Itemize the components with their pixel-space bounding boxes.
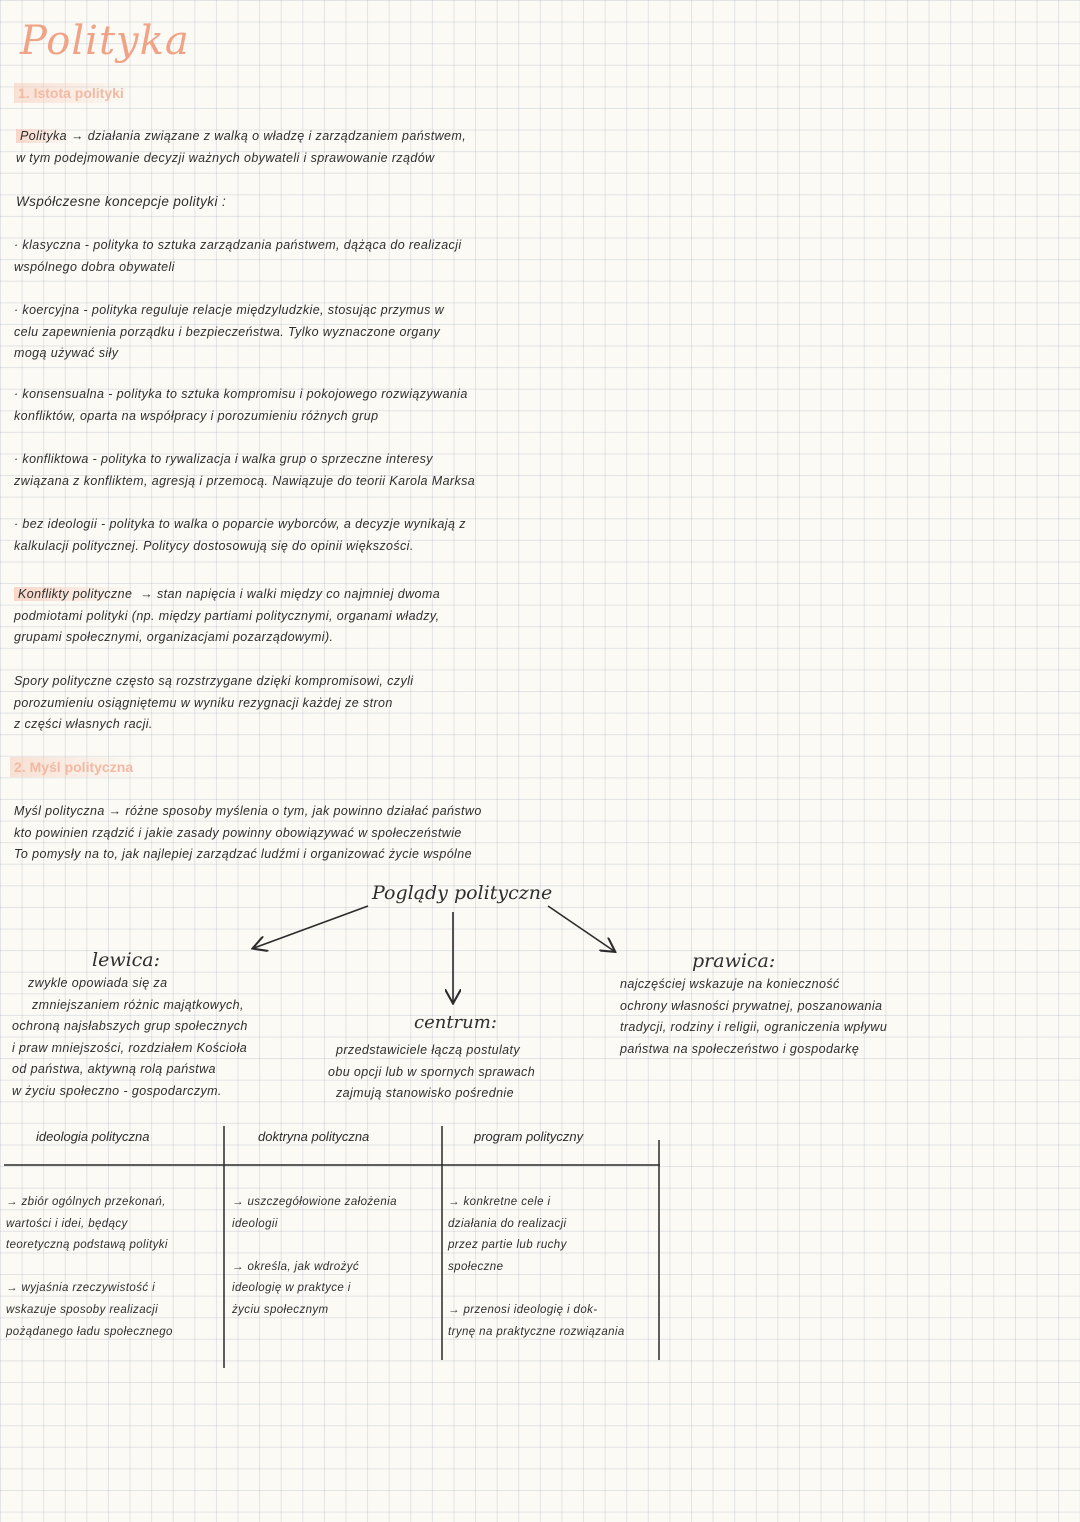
concept-line: związana z konfliktem, agresją i przemocą. Nawiązuje do teorii Karola Marksa [14, 473, 476, 488]
concept-line: · bez ideologii - polityka to walka o poparcie wyborców, a decyzje wynikają z [14, 517, 466, 531]
table-header-ideologia: ideologia polityczna [36, 1129, 150, 1144]
arrow-icon: → [140, 587, 154, 601]
disputes-line: porozumieniu osiągniętemu w wyniku rezygnacji każdej ze stron [14, 695, 393, 710]
disputes-line: z części własnych racji. [14, 717, 153, 732]
center-line: obu opcji lub w spornych sprawach [328, 1064, 536, 1079]
center-label: centrum: [414, 1012, 497, 1033]
table-header-doktryna: doktryna polityczna [258, 1129, 370, 1144]
arrow-icon: → [70, 129, 84, 143]
thought-line: Myśl polityczna → różne sposoby myślenia o tym, jak powinno działać państwo [14, 804, 482, 818]
right-line: najczęściej wskazuje na konieczność [620, 977, 840, 991]
table-col-program [448, 1192, 625, 1343]
table-cell-line: ideologii [232, 1217, 278, 1230]
arrow-right [548, 906, 614, 951]
left-line: zwykle opowiada się za [28, 976, 168, 990]
conflicts-line: podmiotami polityki (np. między partiami politycznymi, organami władzy, [14, 608, 440, 623]
definition-line-2: w tym podejmowanie decyzji ważnych obywateli i sprawowanie rządów [16, 151, 435, 165]
left-description [12, 973, 248, 1103]
disputes-line: Spory polityczne często są rozstrzygane dzięki kompromisowi, czyli [14, 674, 414, 688]
page-title: Polityka [20, 18, 190, 64]
views-title: Poglądy polityczne [372, 882, 553, 904]
right-label: prawica: [692, 950, 776, 972]
conflicts-line: grupami społecznymi, organizacjami pozarządowymi). [14, 630, 334, 645]
concept-line: kalkulacji politycznej. Politycy dostosowują się do opinii większości. [14, 538, 414, 553]
table-cell-line: wartości i idei, będący [6, 1217, 128, 1230]
table-cell-line: teoretyczną podstawą polityki [6, 1239, 168, 1252]
concept-line: · klasyczna - polityka to sztuka zarządzania państwem, dążąca do realizacji [14, 238, 462, 252]
concepts-heading: Współczesne koncepcje polityki : [16, 194, 227, 209]
definition-text: działania związane z walką o władzę i zarządzaniem państwem, [87, 129, 467, 143]
table-cell-line: → uszczegółowione założenia [232, 1196, 397, 1208]
conflicts-text: stan napięcia i walki między co najmniej dwoma [156, 587, 441, 601]
table-cell-line: pożądanego ładu społecznego [6, 1325, 173, 1338]
left-line: i praw mniejszości, rozdziałem Kościoła [12, 1040, 248, 1055]
table-cell-line [448, 1278, 625, 1300]
table-cell-line: wskazuje sposoby realizacji [6, 1303, 159, 1316]
concept-line: celu zapewnienia porządku i bezpieczeństwa. Tylko wyznaczone organy [14, 324, 441, 339]
right-line: tradycji, rodziny i religii, ograniczenia wpływu [620, 1020, 888, 1035]
table-col-doktryna [232, 1192, 397, 1322]
left-label: lewica: [92, 949, 161, 971]
table-cell-line [6, 1257, 173, 1279]
table-col-ideologia [6, 1192, 173, 1343]
conflicts-term: Konflikty polityczne [14, 587, 136, 601]
concept-line: wspólnego dobra obywateli [14, 259, 175, 274]
table-cell-line: trynę na praktyczne rozwiązania [448, 1325, 625, 1338]
center-line: przedstawiciele łączą postulaty [336, 1043, 521, 1057]
right-description [620, 974, 887, 1060]
section-heading-mysl: 2. Myśl polityczna [10, 757, 141, 777]
section-heading-istota: 1. Istota polityki [14, 83, 132, 103]
center-line: zajmują stanowisko pośrednie [336, 1086, 514, 1101]
right-line: ochrony własności prywatnej, poszanowania [620, 998, 883, 1013]
concept-line: · konfliktowa - polityka to rywalizacja i walka grup o sprzeczne interesy [14, 452, 433, 466]
table-cell-line: działania do realizacji [448, 1217, 567, 1230]
left-line: ochroną najsłabszych grup społecznych [12, 1019, 248, 1034]
thought-line: To pomysły na to, jak najlepiej zarządzać ludźmi i organizować życie wspólne [14, 847, 472, 862]
arrow-left [254, 906, 368, 948]
concept-line: · koercyjna - polityka reguluje relacje międzyludzkie, stosując przymus w [14, 303, 445, 317]
table-cell-line: społeczne [448, 1260, 504, 1273]
table-cell-line: → zbiór ogólnych przekonań, [6, 1196, 166, 1208]
table-cell-line [232, 1235, 397, 1257]
table-header-program: program polityczny [474, 1129, 584, 1144]
right-line: państwa na społeczeństwo i gospodarkę [620, 1041, 860, 1056]
table-cell-line: ideologię w praktyce i [232, 1282, 351, 1295]
definition-term: Polityka [16, 129, 71, 143]
left-line: w życiu społeczno - gospodarczym. [12, 1083, 222, 1098]
concept-line: · konsensualna - polityka to sztuka kompromisu i pokojowego rozwiązywania [14, 387, 468, 401]
table-cell-line: życiu społecznym [232, 1303, 329, 1316]
table-cell-line: przez partie lub ruchy [448, 1239, 567, 1252]
center-description [328, 1040, 535, 1105]
table-cell-line: → określa, jak wdrożyć [232, 1260, 360, 1273]
concept-line: mogą używać siły [14, 346, 119, 361]
table-cell-line: → przenosi ideologię i dok- [448, 1303, 598, 1316]
table-cell-line: → konkretne cele i [448, 1196, 551, 1208]
thought-line: kto powinien rządzić i jakie zasady powinny obowiązywać w społeczeństwie [14, 825, 462, 840]
left-line: od państwa, aktywną rolą państwa [12, 1062, 216, 1077]
concept-line: konfliktów, oparta na współpracy i porozumieniu różnych grup [14, 408, 379, 423]
table-cell-line: → wyjaśnia rzeczywistość i [6, 1282, 156, 1295]
left-line: zmniejszaniem różnic majątkowych, [32, 997, 244, 1012]
